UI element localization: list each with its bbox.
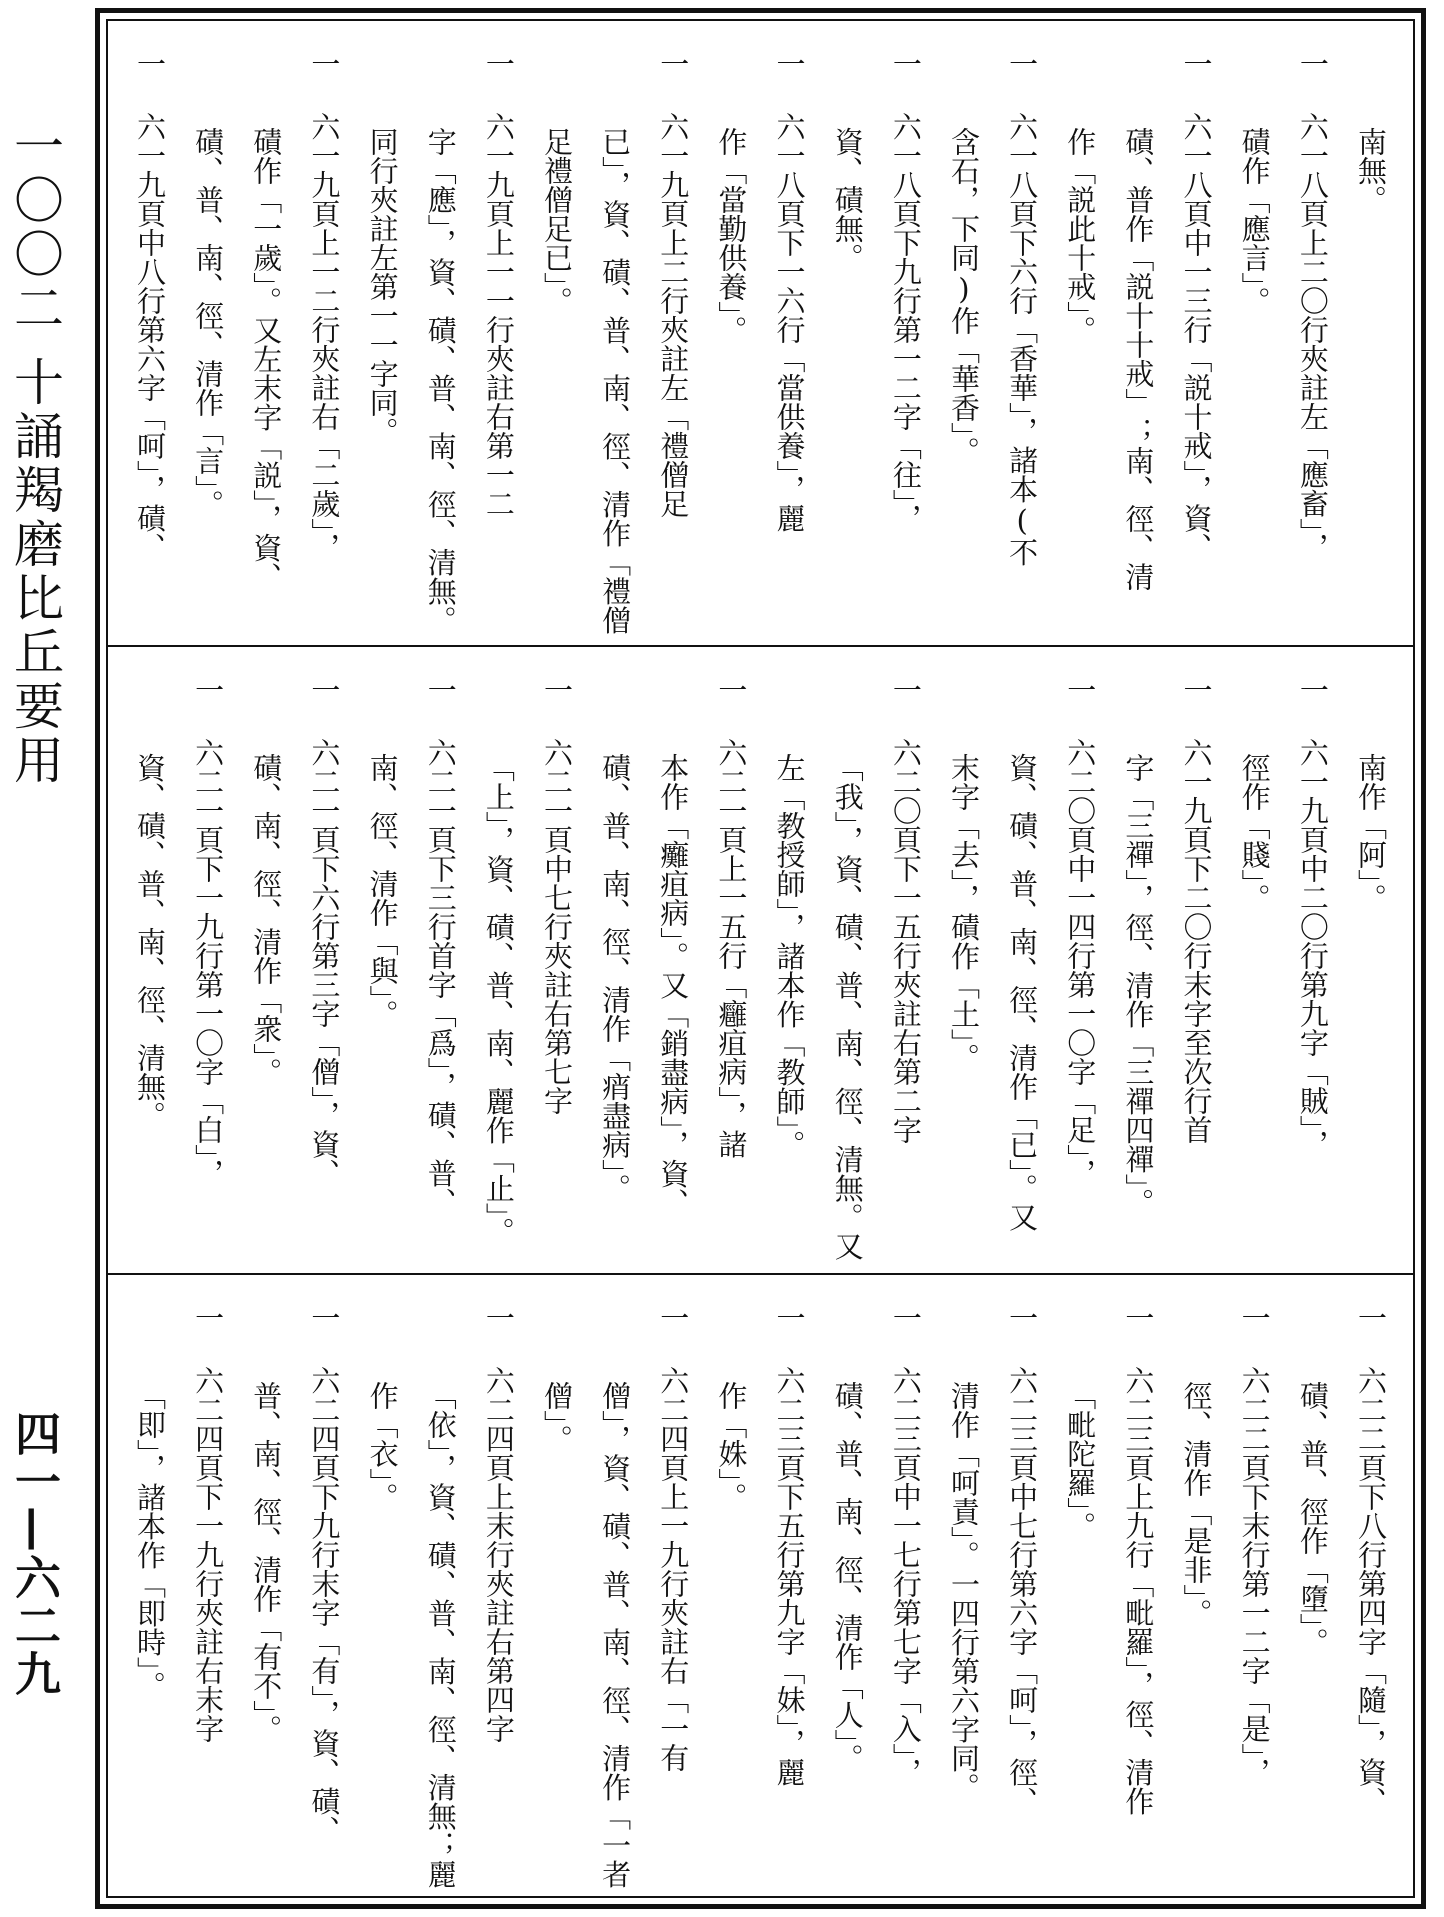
text-band-top [108,21,1413,645]
margin-title: 一〇〇二 十誦羯磨比丘要用 [6,120,64,788]
note-continuation-line: 作「説此十戒」。 [1063,127,1098,345]
note-entry-line: 一 六二四頁上一九行夾註右「一有 [656,1303,691,1772]
note-continuation-line: 僧」。 [539,1381,574,1454]
note-entry-line: 一 六一九頁下二〇行末字至次行首 [1179,675,1214,1144]
note-entry-line: 一 六二四頁下一九行夾註右末字 [191,1303,226,1743]
note-continuation-line: 磧、普、徑作「墮」。 [1295,1381,1330,1657]
note-entry-line: 一 六二四頁上末行夾註右第四字 [481,1303,516,1743]
note-continuation-line: 資、磧無。 [830,127,865,272]
note-entry-line: 一 六二一頁上一五行「癰疽病」，諸 [714,675,749,1159]
note-continuation-line: 磧、普作「説十十戒」；南、徑、清 [1121,127,1156,591]
note-continuation-line: 資、磧、普、南、徑、清作「已」。又 [1005,753,1040,1232]
page-number: 四一—六二九 [8,1410,62,1698]
note-entry-line: 一 六二一頁下一九行第一〇字「白」， [191,675,226,1188]
note-continuation-line: 同行夾註左第一一字同。 [365,127,400,446]
note-continuation-line: 足禮僧足已」。 [539,127,574,316]
note-continuation-line: 南無。 [1353,127,1388,214]
note-continuation-line: 磧作「一歲」。又左末字「説」，資、 [249,127,284,591]
note-entry-line: 一 六一八頁上二〇行夾註左「應畜」， [1295,49,1330,562]
note-entry-line: 一 六二一頁下六行第三字「僧」，資、 [307,675,342,1188]
note-entry-line: 一 六二〇頁中一四行第一〇字「足」， [1063,675,1098,1188]
note-entry-line: 一 六二二頁下八行第四字「隨」，資、 [1353,1303,1388,1816]
note-continuation-line: 徑作「賤」。 [1237,753,1272,913]
note-entry-line: 一 六一八頁下六行「香華」，諸本(不 [1005,49,1040,567]
note-entry-line: 一 六二二頁下末行第一二字「是」， [1237,1303,1272,1787]
note-entry-line: 一 六一九頁上二行夾註左「禮僧足 [656,49,691,518]
note-entry-line: 一 六二三頁上九行「毗羅」，徑、清作 [1121,1303,1156,1816]
note-entry-line: 一 六一九頁上一二行夾註右「二歲」， [307,49,342,562]
note-entry-line: 一 六一九頁中八行第六字「呵」，磧、 [133,49,167,562]
note-continuation-line: 含石，下同)作「華香」。 [946,127,981,466]
note-continuation-line: 字「應」，資、磧、普、南、徑、清無。 [423,127,458,635]
note-entry-line: 一 六一八頁中一三行「説十戒」，資、 [1179,49,1214,562]
note-entry-line: 一 六二三頁中一七行第七字「入」， [888,1303,923,1787]
note-continuation-line: 本作「癱疽病」。又「銷盡病」，資、 [656,753,691,1217]
note-continuation-line: 「毗陀羅」。 [1063,1381,1098,1541]
note-continuation-line: 作「當勤供養」。 [714,127,749,345]
note-entry-line: 一 六一八頁下九行第一二字「往」， [888,49,923,533]
note-continuation-line: 磧、普、南、徑、清作「言」。 [191,127,226,519]
note-entry-line: 一 六一九頁中二〇行第九字「賊」， [1295,675,1330,1159]
note-continuation-line: 南作「阿」。 [1353,753,1388,913]
note-continuation-line: 徑、清作「是非」。 [1179,1381,1214,1628]
note-entry-line: 一 六二四頁下九行末字「有」，資、磧、 [307,1303,342,1845]
note-entry-line: 一 六一八頁下一六行「當供養」，麗 [772,49,807,533]
note-continuation-line: 磧、普、南、徑、清作「痟盡病」。 [598,753,633,1203]
note-continuation-line: 已」，資、磧、普、南、徑、清作「禮僧 [598,127,633,635]
note-continuation-line: 「我」，資、磧、普、南、徑、清無。又 [830,753,865,1261]
note-entry-line: 一 六二三頁中七行第六字「呵」，徑、 [1005,1303,1040,1816]
note-continuation-line: 「依」，資、磧、普、南、徑、清無；麗 [423,1381,458,1889]
note-continuation-line: 「即」，諸本作「即時」。 [133,1381,167,1700]
note-continuation-line: 清作「呵責」。一四行第六字同。 [946,1381,981,1802]
note-continuation-line: 作「衣」。 [365,1381,400,1512]
text-band-middle [108,647,1413,1273]
note-continuation-line: 左「教授師」，諸本作「教師」。 [772,753,807,1159]
note-entry-line: 一 六二三頁下五行第九字「妹」，麗 [772,1303,807,1787]
text-band-bottom [108,1275,1413,1896]
note-continuation-line: 普、南、徑、清作「有不」。 [249,1381,284,1744]
note-continuation-line: 僧」，資、磧、普、南、徑、清作「一者 [598,1381,633,1889]
note-continuation-line: 南、徑、清作「與」。 [365,753,400,1029]
note-entry-line: 一 六二一頁下三行首字「爲」，磧、普、 [423,675,458,1217]
note-continuation-line: 「上」，資、磧、普、南、麗作「止」。 [481,753,516,1246]
note-continuation-line: 字「三禪」，徑、清作「三禪四禪」。 [1121,753,1156,1217]
note-continuation-line: 磧作「應言」。 [1237,127,1272,316]
note-continuation-line: 資、磧、普、南、徑、清無。 [133,753,167,1130]
note-continuation-line: 磧、南、徑、清作「衆」。 [249,753,284,1087]
note-continuation-line: 作「姝」。 [714,1381,749,1512]
note-continuation-line: 磧、普、南、徑、清作「人」。 [830,1381,865,1773]
note-entry-line: 一 六二一頁中七行夾註右第七字 [539,675,574,1115]
note-entry-line: 一 六二〇頁下一五行夾註右第二字 [888,675,923,1144]
note-continuation-line: 末字「去」，磧作「土」。 [946,753,981,1072]
note-entry-line: 一 六一九頁上一一行夾註右第一二 [481,49,516,518]
